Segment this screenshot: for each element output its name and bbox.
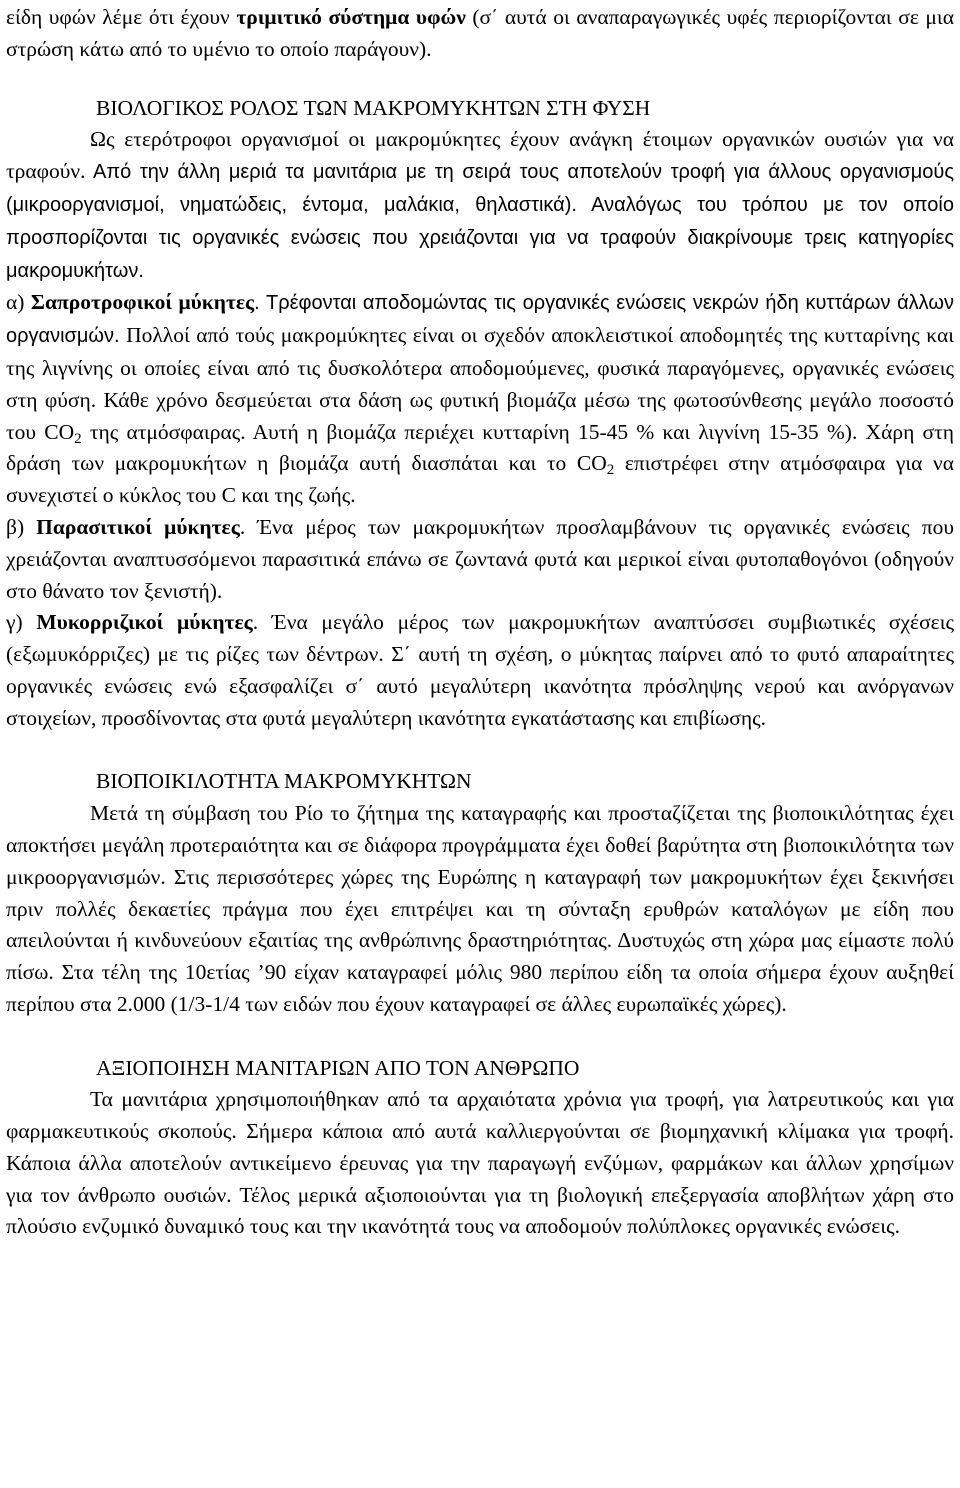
role-text-sans: Από την άλλη μεριά τα μανιτάρια με τη σειρά τους αποτελούν τροφή για άλλους οργανισμούς (μικροοργανισμοί, νηματώδεις, έντομα, μαλάκια, θηλαστικά).: [6, 161, 954, 216]
saprotrophic-prefix: α): [6, 290, 31, 315]
spacer: [6, 1021, 954, 1053]
role-text-sans-2: Αναλόγως του τρόπου με τον οποίο προσπορίζονται τις οργανικές ενώσεις που χρειάζονται για να τραφούν διακρίνουμε τρεις κατηγορίες μακρομυκήτων.: [6, 193, 954, 282]
biodiversity-paragraph: Μετά τη σύμβαση του Ρίο το ζήτημα της καταγραφής και προσταζίζεται της βιοποικιλότητας έχει αποκτήσει μεγάλη προτεραιότητα και σε διάφορα προγράμματα έχει δοθεί βαρύτητα στη βιοποικιλότητα των μικροοργανισμών. Στις περισσότερες χώρες της Ευρώπης η καταγραφή των μακρομυκήτων έχει ξεκινήσει πριν πολλές δεκαετίες πράγμα που έχει επιτρέψει και τη σύνταξη ερυθρών καταλόγων με είδη που απειλούνται ή κινδυνεύουν εξαιτίας της ανθρώπινης δραστηριότητας. Δυστυχώς στη χώρα μας είμαστε πολύ πίσω. Στα τέλη της 10ετίας ’90 είχαν καταγραφεί μόλις 980 περίπου είδη τα οποία σήμερα έχουν αυξηθεί περίπου στα 2.000 (1/3-1/4 των ειδών που έχουν καταγραφεί σε άλλες ευρωπαϊκές χώρες).: [6, 801, 954, 1016]
intro-paragraph: [6, 2, 954, 66]
intro-bold-term: τριμιτικό σύστημα υφών: [236, 5, 466, 29]
document-page: [6, 2, 954, 1243]
saprotrophic-text-1: Πολλοί από τούς μακρομύκητες είναι οι σχεδόν αποκλειστικοί αποδομητές της κυτταρίνης και της λιγνίνης οι οποίες είναι από τις δυσκολότερα αποδομούμενες, φυσικά παραγόμενες, οργανικές ενώσεις στη φύση. Κάθε χρόνο δεσμεύεται στα δάση ως φυτική βιομάζα μέσω της φωτοσύνθεσης μεγάλο ποσοστό του CO: [6, 323, 954, 444]
section-heading-biodiversity: ΒΙΟΠΟΙΚΙΛΟΤΗΤΑ ΜΑΚΡΟΜΥΚΗΤΩΝ: [96, 769, 472, 794]
intro-text-2: (σ΄ αυτά οι αναπαραγωγικές υφές περιορίζονται σε μια στρώση κάτω από το υμένιο το οποίο παράγουν).: [6, 5, 954, 61]
parasitic-prefix: β): [6, 514, 37, 539]
co2-subscript-2: 2: [606, 462, 615, 479]
saprotrophic-title: Σαπροτροφικοί μύκητες: [30, 290, 255, 315]
parasitic-paragraph: [6, 512, 954, 607]
role-text-serif: Ως ετερότροφοι οργανισμοί οι μακρομύκητες έχουν ανάγκη έτοιμων οργανικών ουσιών για να τραφούν.: [6, 127, 954, 184]
intro-text-1: είδη υφών λέμε ότι έχουν: [6, 5, 237, 29]
saprotrophic-text-2: της ατμόσφαιρας. Αυτή η βιομάζα περιέχει κυτταρίνη 15-45 % και λιγνίνη 15-35 %). Χάρη στη δράση των μακρομυκήτων η βιομάζα αυτή διασπάται και το CO: [6, 419, 955, 476]
role-paragraph: [6, 124, 954, 287]
parasitic-text: . Ένα μέρος των μακρομυκήτων προσλαμβάνουν τις οργανικές ενώσεις που χρειάζονται αναπτυσσόμενοι παρασιτικά επάνω σε ζωντανά φυτά και μερικοί είναι φυτοπαθογόνοι (οδηγούν στο θάνατο τον ξενιστή).: [6, 514, 954, 603]
usage-paragraph: Τα μανιτάρια χρησιμοποιήθηκαν από τα αρχαιότατα χρόνια για τροφή, για λατρευτικούς και για φαρμακευτικούς σκοπούς. Σήμερα κάποια από αυτά καλλιεργούνται σε βιομηχανική κλίμακα για τροφή. Κάποια άλλα αποτελούν αντικείμενο έρευνας για την παραγωγή ενζύμων, φαρμάκων και άλλων χρησίμων για τον άνθρωπο ουσιών. Τέλος μερικά αξιοποιούνται για τη βιολογική επεξεργασία αποβλήτων χάρη στο πλούσιο ενζυμικό δυναμικό τους και την ικανότητά τους να αποδομούν πολύπλοκες οργανικές ενώσεις.: [6, 1087, 954, 1239]
saprotrophic-paragraph: [6, 287, 954, 512]
saprotrophic-text-sans: . Τρέφονται αποδομώντας τις οργανικές ενώσεις νεκρών ήδη κυττάρων άλλων οργανισμών.: [6, 292, 954, 348]
saprotrophic-text-3: επιστρέφει στην ατμόσφαιρα για να συνεχιστεί ο κύκλος του C και της ζωής.: [6, 451, 954, 508]
co2-subscript-1: 2: [74, 430, 82, 447]
spacer: [6, 735, 954, 767]
mycorrhizal-prefix: γ): [6, 610, 37, 635]
mycorrhizal-paragraph: [6, 607, 954, 734]
section-heading-role: ΒΙΟΛΟΓΙΚΟΣ ΡΟΛΟΣ ΤΩΝ ΜΑΚΡΟΜΥΚΗΤΩΝ ΣΤΗ ΦΥΣΗ: [96, 95, 651, 120]
spacer: [6, 66, 954, 93]
mycorrhizal-text: . Ένα μεγάλο μέρος των μακρομυκήτων αναπτύσσει συμβιωτικές σχέσεις (εξωμυκόρριζες) με τις ρίζες των δέντρων. Σ΄ αυτή τη σχέση, ο μύκητας παίρνει από το φυτό απαραίτητες οργανικές ενώσεις ενώ εξασφαλίζει σ΄ αυτό μεγαλύτερη ικανότητα πρόσληψης νερού και ανόργανων στοιχείων, προσδίνοντας στα φυτά μεγαλύτερη ικανότητα εγκατάστασης και επιβίωσης.: [6, 610, 954, 730]
parasitic-title: Παρασιτικοί μύκητες: [36, 514, 240, 539]
mycorrhizal-title: Μυκορριζικοί μύκητες: [36, 610, 253, 635]
section-heading-usage: ΑΞΙΟΠΟΙΗΣΗ ΜΑΝΙΤΑΡΙΩΝ ΑΠΟ ΤΟΝ ΑΝΘΡΩΠΟ: [96, 1055, 580, 1080]
